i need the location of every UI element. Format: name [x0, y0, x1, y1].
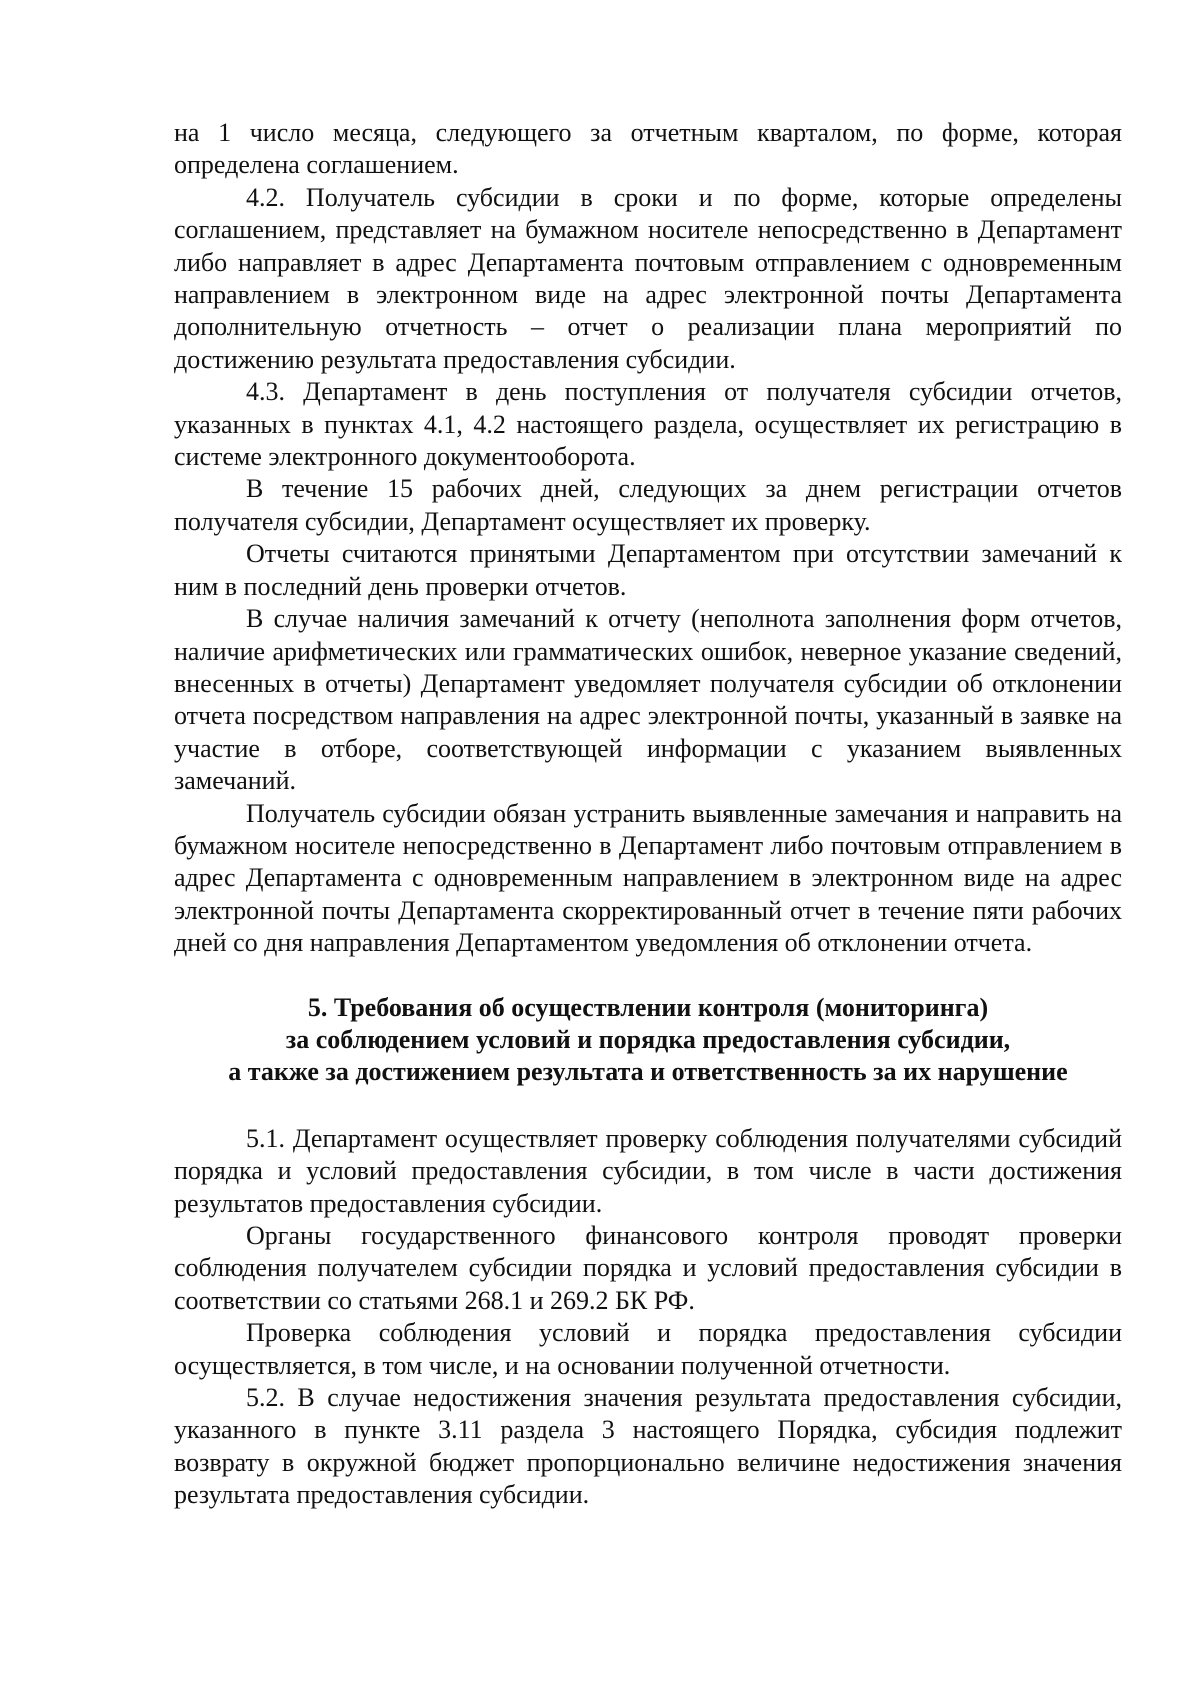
- paragraph-5-1: 5.1. Департамент осуществляет проверку соблюдения получателями субсидий порядка и условий предоставления субсидии, в том числе в части достижения результатов предоставления субсидии.: [174, 1123, 1122, 1218]
- paragraph-recipient-obliged: Получатель субсидии обязан устранить выявленные замечания и направить на бумажном носителе непосредственно в Департамент либо почтовым отправлением в адрес Департамента с одновременным направлением в электронном виде на адрес электронной почты Департамента скорректированный отчет в течение пяти рабочих дней со дня направления Департаментом уведомления об отклонении отчета.: [174, 798, 1122, 958]
- section-heading-line-2: за соблюдением условий и порядка предоставления субсидии,: [285, 1024, 1011, 1054]
- paragraph-control-organs: Органы государственного финансового контроля проводят проверки соблюдения получателем субсидии порядка и условий предоставления субсидии в соответствии со статьями 268.1 и 269.2 БК РФ.: [174, 1221, 1122, 1315]
- section-heading-line-3: а также за достижением результата и ответственность за их нарушение: [228, 1057, 1068, 1087]
- paragraph-continuation: на 1 число месяца, следующего за отчетным кварталом, по форме, которая определена соглашением.: [174, 118, 1122, 180]
- paragraph-fifteen-days: В течение 15 рабочих дней, следующих за днем регистрации отчетов получателя субсидии, Департамент осуществляет их проверку.: [174, 474, 1122, 536]
- paragraph-reports-accepted: Отчеты считаются принятыми Департаментом при отсутствии замечаний к ним в последний день проверки отчетов.: [174, 539, 1122, 601]
- paragraph-remarks: В случае наличия замечаний к отчету (неполнота заполнения форм отчетов, наличие арифметических или грамматических ошибок, неверное указание сведений, внесенных в отчеты) Департамент уведомляет получателя субсидии об отклонении отчета посредством направления на адрес электронной почты, указанный в заявке на участие в отборе, соответствующей информации с указанием выявленных замечаний.: [174, 604, 1122, 796]
- paragraph-5-2: 5.2. В случае недостижения значения результата предоставления субсидии, указанного в пункте 3.11 раздела 3 настоящего Порядка, субсидия подлежит возврату в окружной бюджет пропорционально величине недостижения значения результата предоставления субсидии.: [174, 1383, 1122, 1510]
- section-heading-line-1: 5. Требования об осуществлении контроля (мониторинга): [307, 992, 989, 1022]
- section-5-heading: [174, 992, 1122, 1089]
- paragraph-verification: Проверка соблюдения условий и порядка предоставления субсидии осуществляется, в том числе, и на основании полученной отчетности.: [174, 1318, 1122, 1380]
- paragraph-4-3: 4.3. Департамент в день поступления от получателя субсидии отчетов, указанных в пунктах 4.1, 4.2 настоящего раздела, осуществляет их регистрацию в системе электронного документооборота.: [174, 377, 1122, 472]
- document-body: [174, 117, 1122, 1512]
- paragraph-4-2: 4.2. Получатель субсидии в сроки и по форме, которые определены соглашением, представляет на бумажном носителе непосредственно в Департамент либо направляет в адрес Департамента почтовым отправлением с одновременным направлением в электронном виде на адрес электронной почты Департамента дополнительную отчетность – отчет о реализации плана мероприятий по достижению результата предоставления субсидии.: [174, 182, 1122, 374]
